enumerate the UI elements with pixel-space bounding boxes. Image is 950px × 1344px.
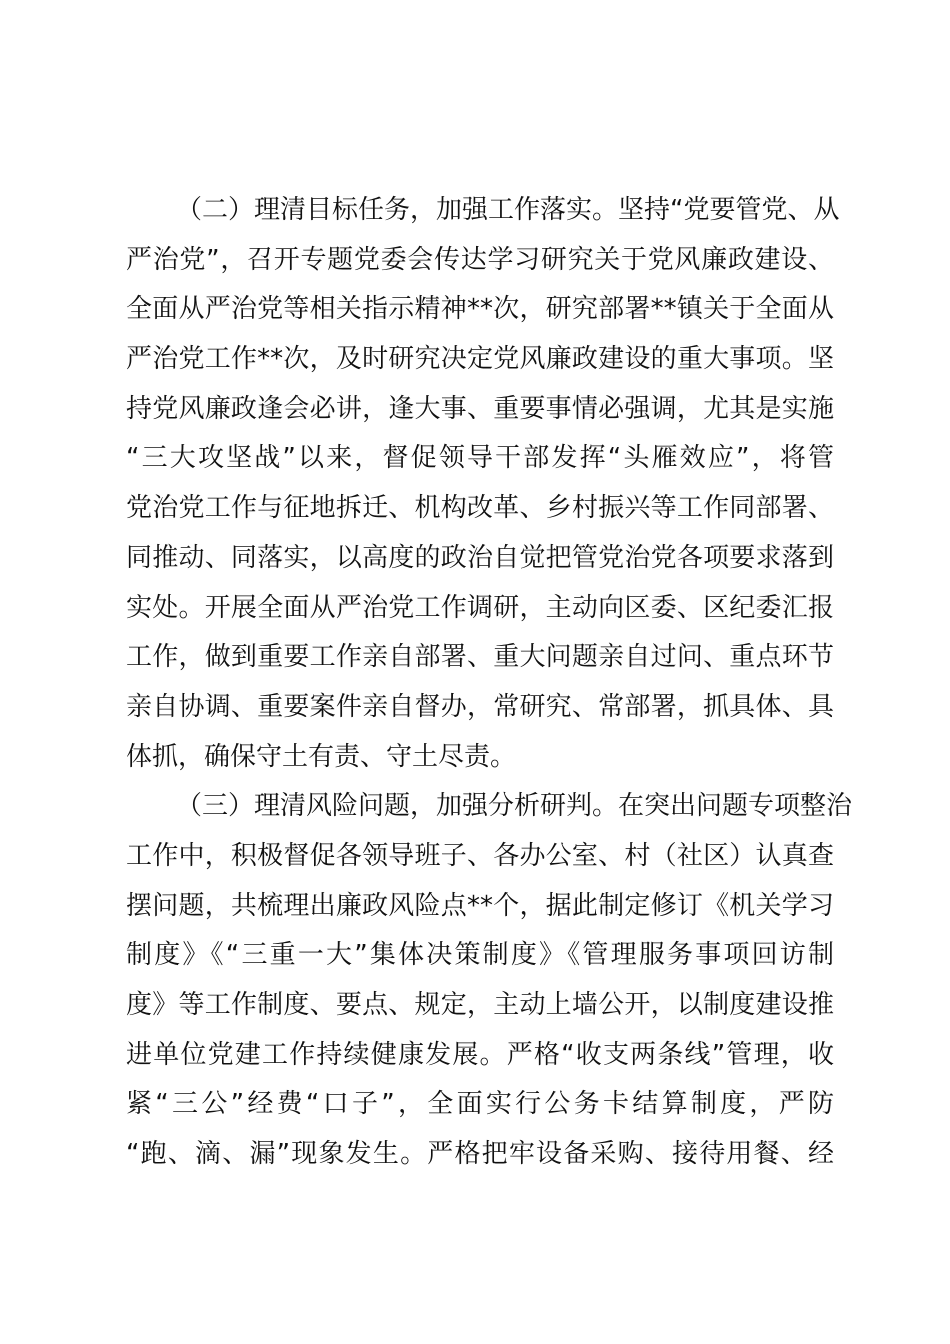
paragraph-line: 进单位党建工作持续健康发展。严格“收支两条线”管理，收 [126, 1039, 834, 1070]
paragraph-line: 制度》《“三重一大”集体决策制度》《管理服务事项回访制 [126, 940, 834, 971]
paragraph-2 [126, 186, 840, 782]
paragraph-line: 工作中，积极督促各领导班子、各办公室、村（社区）认真查 [126, 840, 834, 871]
paragraph-line: （三）理清风险问题，加强分析研判。在突出问题专项整治 [176, 791, 853, 822]
paragraph-line: 全面从严治党等相关指示精神**次，研究部署**镇关于全面从 [126, 294, 834, 325]
paragraph-line: 党治党工作与征地拆迁、机构改革、乡村振兴等工作同部署、 [126, 493, 834, 524]
paragraph-line: “跑、滴、漏”现象发生。严格把牢设备采购、接待用餐、经 [126, 1139, 834, 1170]
paragraph-line: 亲自协调、重要案件亲自督办，常研究、常部署，抓具体、具 [126, 691, 834, 722]
body-text [126, 186, 853, 1180]
paragraph-line: 摆问题，共梳理出廉政风险点**个，据此制定修订《机关学习 [126, 890, 834, 921]
paragraph-line: 持党风廉政逢会必讲，逢大事、重要事情必强调，尤其是实施 [126, 393, 834, 424]
paragraph-line: “三大攻坚战”以来，督促领导干部发挥“头雁效应”，将管 [126, 443, 834, 474]
paragraph-line: 严治党工作**次，及时研究决定党风廉政建设的重大事项。坚 [126, 344, 834, 375]
paragraph-line: （二）理清目标任务，加强工作落实。坚持“党要管党、从 [176, 195, 840, 225]
paragraph-line: 体抓，确保守土有责、守土尽责。 [126, 741, 517, 772]
paragraph-line: 工作，做到重要工作亲自部署、重大问题亲自过问、重点环节 [126, 642, 834, 673]
paragraph-line: 严治党”，召开专题党委会传达学习研究关于党风廉政建设、 [126, 244, 834, 275]
paragraph-line: 实处。开展全面从严治党工作调研，主动向区委、区纪委汇报 [126, 592, 834, 623]
paragraph-line: 度》等工作制度、要点、规定，主动上墙公开，以制度建设推 [126, 990, 834, 1020]
paragraph-line: 紧“三公”经费“口子”，全面实行公务卡结算制度，严防 [126, 1089, 834, 1120]
paragraph-line: 同推动、同落实，以高度的政治自觉把管党治党各项要求落到 [126, 542, 834, 573]
paragraph-3 [126, 782, 853, 1180]
